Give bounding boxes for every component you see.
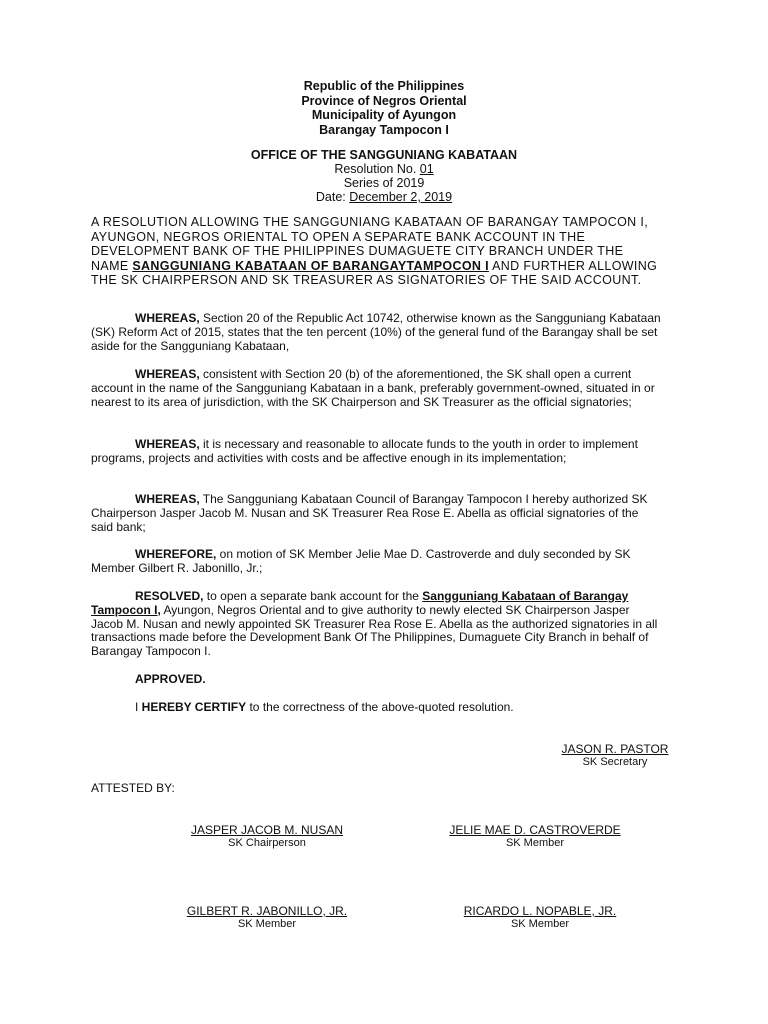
wherefore-lead: WHEREFORE, — [135, 547, 217, 561]
approved-line — [91, 673, 661, 687]
wherefore-text: on motion of SK Member Jelie Mae D. Castroverde and duly seconded by SK Member Gilbert R. Jabonillo, Jr.; — [91, 547, 631, 575]
signatory-role: SK Secretary — [582, 756, 648, 768]
whereas-text: Section 20 of the Republic Act 10742, otherwise known as the Sangguniang Kabataan (SK) Reform Act of 2015, states that the ten percent (10%) of the general fund of the Barangay shall be set aside for the Sangguniang Kabataan, — [91, 311, 661, 353]
resolved-paragraph — [91, 590, 661, 659]
header-line-municipality: Municipality of Ayungon — [311, 108, 457, 122]
whereas-lead: WHEREAS, — [135, 311, 200, 325]
date-line — [0, 190, 768, 204]
attested-by-label: ATTESTED BY: — [91, 781, 175, 795]
resolution-number — [0, 162, 768, 176]
whereas-paragraph-4 — [91, 493, 661, 534]
resolved-text-2: Ayungon, Negros Oriental and to give authority to newly elected SK Chairperson Jasper Jacob M. Nusan and newly appointed SK Treasurer Rea Rose E. Abella as the authorized signatories in all transactions made before the Development Bank Of The Philippines, Dumaguete City Branch in behalf of Barangay Tampocon I. — [91, 602, 658, 659]
signatory-name: RICARDO L. NOPABLE, JR. — [463, 904, 617, 918]
signatory-role: SK Member — [237, 918, 297, 930]
whereas-paragraph-2 — [91, 368, 661, 409]
header-line-province: Province of Negros Oriental — [301, 93, 467, 108]
wherefore-paragraph — [91, 548, 661, 576]
resolution-title-part2: AND FURTHER ALLOWING THE SK CHAIRPERSON AND SK TREASURER AS SIGNATORIES OF THE SAID ACCOUNT. — [91, 258, 658, 288]
secretary-signature — [530, 742, 700, 768]
office-block — [0, 148, 768, 204]
signatory-name: GILBERT R. JABONILLO, JR. — [186, 904, 348, 918]
resolution-title — [91, 215, 659, 288]
whereas-lead: WHEREAS, — [135, 437, 200, 451]
signatory-role: SK Chairperson — [228, 837, 306, 849]
whereas-text: The Sangguniang Kabataan Council of Barangay Tampocon I hereby authorized SK Chairperson Jasper Jacob M. Nusan and SK Treasurer Rea Rose E. Abella as official signatories of the said bank; — [91, 492, 648, 534]
resolution-number-value: 01 — [419, 162, 434, 176]
resolved-lead: RESOLVED, — [135, 589, 204, 603]
signatory-name: JELIE MAE D. CASTROVERDE — [449, 823, 621, 837]
signature-chairperson — [152, 823, 382, 849]
whereas-paragraph-1 — [91, 312, 661, 353]
signatory-name: JASPER JACOB M. NUSAN — [190, 823, 344, 837]
resolved-account-name: Sangguniang Kabataan of Barangay Tampocon I, — [91, 589, 629, 617]
account-name: SANGGUNIANG KABATAAN OF BARANGAYTAMPOCON I — [132, 258, 489, 273]
series-line: Series of 2019 — [343, 176, 425, 190]
signatory-role: SK Member — [505, 837, 565, 849]
header-line-barangay: Barangay Tampocon I — [319, 122, 449, 137]
certify-line — [91, 701, 661, 715]
whereas-text: it is necessary and reasonable to allocate funds to the youth in order to implement programs, projects and activities with costs and be affective enough in its implementation; — [91, 437, 638, 465]
signature-member-jabonillo — [152, 904, 382, 930]
certify-pre: I — [135, 700, 142, 714]
resolution-number-label: Resolution No. — [334, 162, 420, 176]
office-title: OFFICE OF THE SANGGUNIANG KABATAAN — [250, 148, 518, 162]
approved-text: APPROVED. — [135, 672, 206, 686]
certify-bold: HEREBY CERTIFY — [141, 700, 247, 714]
resolution-title-part1: A RESOLUTION ALLOWING THE SANGGUNIANG KABATAAN OF BARANGAY TAMPOCON I, AYUNGON, NEGROS ORIENTAL TO OPEN A SEPARATE BANK ACCOUNT IN THE DEVELOPMENT BANK OF THE PHILIPPINES DUMAGUETE CITY BRANCH UNDER THE NAME — [91, 215, 649, 273]
header-line-republic: Republic of the Philippines — [303, 79, 465, 93]
certify-post: to the correctness of the above-quoted resolution. — [246, 700, 514, 714]
whereas-lead: WHEREAS, — [135, 492, 200, 506]
whereas-lead: WHEREAS, — [135, 367, 200, 381]
resolved-text-1: to open a separate bank account for the — [203, 589, 423, 603]
whereas-text: consistent with Section 20 (b) of the aforementioned, the SK shall open a current account in the name of the Sangguniang Kabataan in a bank, preferably government-owned, situated in or nearest to its area of jurisdiction, with the SK Chairperson and SK Treasurer as the official signatories; — [91, 367, 655, 409]
signature-member-castroverde — [420, 823, 650, 849]
date-value: December 2, 2019 — [349, 190, 453, 204]
document-header — [0, 79, 768, 137]
whereas-paragraph-3 — [91, 438, 661, 466]
signatory-role: SK Member — [510, 918, 570, 930]
signatory-name: JASON R. PASTOR — [561, 742, 669, 756]
date-label: Date: — [315, 190, 350, 204]
signature-member-nopable — [425, 904, 655, 930]
